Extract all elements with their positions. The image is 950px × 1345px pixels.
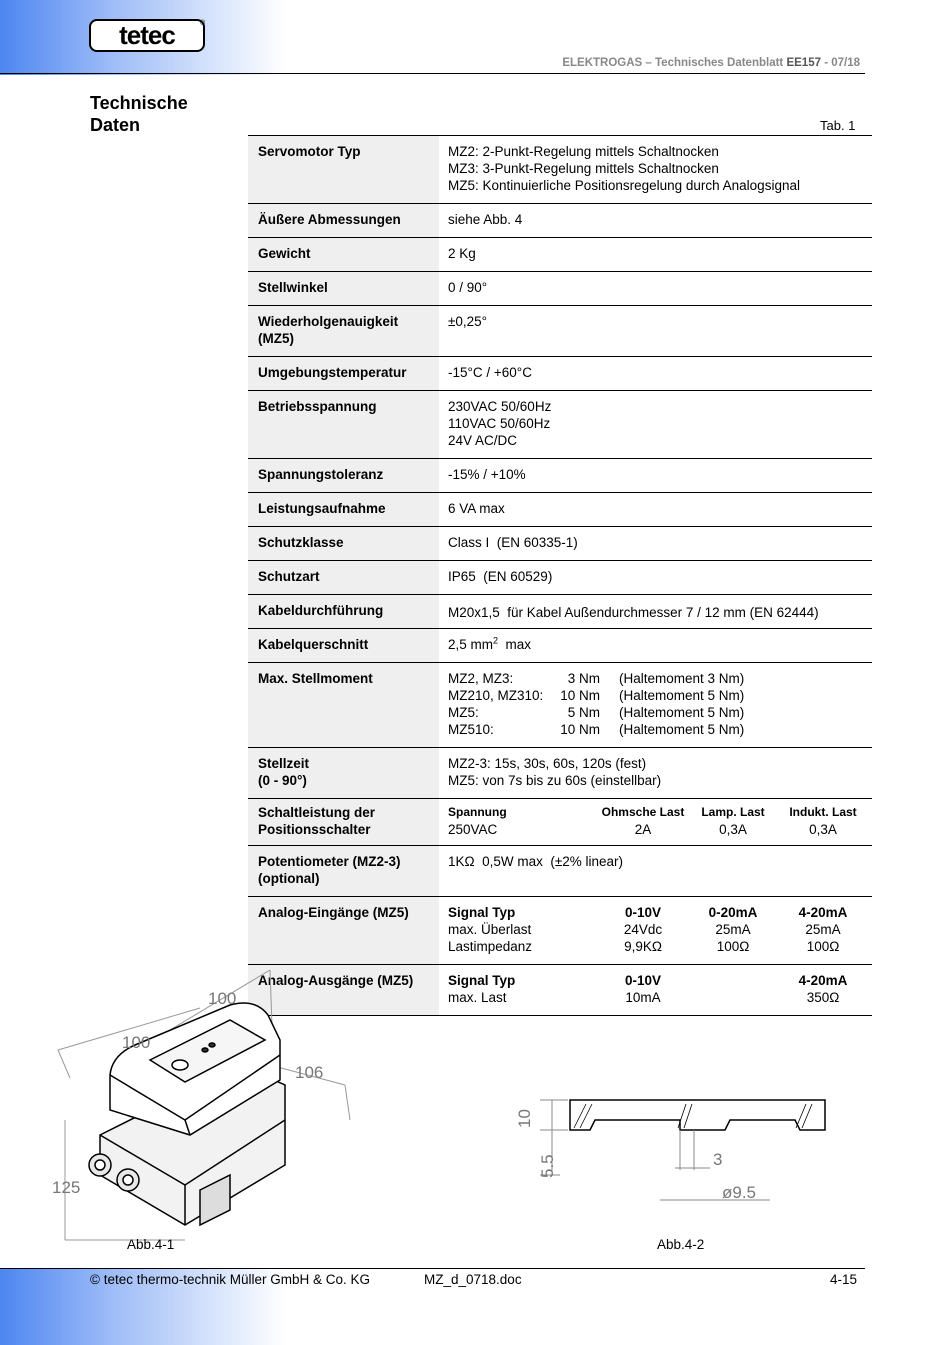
section-title: Technische Daten xyxy=(90,93,188,135)
footer-file: MZ_d_0718.doc xyxy=(424,1272,522,1287)
footer-company: © tetec thermo-technik Müller GmbH & Co. KG xyxy=(90,1272,371,1287)
row-servomotor: Servomotor Typ MZ2: 2-Punkt-Regelung mittels Schaltnocken MZ3: 3-Punkt-Regelung mittels Schaltnocken MZ5: Kontinuierliche Positionsregelung durch Analogsignal xyxy=(248,136,872,204)
row-stellmoment: Max. Stellmoment MZ2, MZ3: 3 Nm (Haltemoment 3 Nm) MZ210, MZ310: 10 Nm (Haltemoment 5 Nm) MZ5: 5 Nm (Haltemoment 5 Nm) MZ510: 10 Nm (Haltemoment 5 Nm) xyxy=(248,663,872,748)
tetec-logo: tetec xyxy=(89,19,205,52)
row-kabelquerschnitt: Kabelquerschnitt 2,5 $mm^2$ max xyxy=(248,629,872,663)
header-rule xyxy=(0,73,865,74)
svg-text:3: 3 xyxy=(713,1150,723,1169)
svg-text:100: 100 xyxy=(208,989,237,1008)
row-umgebungstemperatur: Umgebungstemperatur -15°C / +60°C xyxy=(248,357,872,391)
row-spannungstoleranz: Spannungstoleranz -15% / +10% xyxy=(248,459,872,493)
technical-data-table xyxy=(248,135,872,1016)
row-schutzart: Schutzart IP65 (EN 60529) xyxy=(248,561,872,595)
row-analog-ausgaenge: Analog-Ausgänge (MZ5) Signal Typ 0-10V 4-20mA max. Last 10mA 350Ω xyxy=(248,965,872,1016)
figure-caption-4-1: Abb.4-1 xyxy=(127,1237,175,1252)
svg-text:5.5: 5.5 xyxy=(538,1154,557,1178)
row-potentiometer: Potentiometer (MZ2-3) (optional) 1KΩ 0,5W max (±2% linear) xyxy=(248,846,872,897)
row-kabeldurchfuehrung: Kabeldurchführung M20x1,5 für Kabel Außendurchmesser 7 / 12 mm (EN 62444) xyxy=(248,595,872,629)
footer-rule xyxy=(0,1268,865,1269)
row-stellwinkel: Stellwinkel 0 / 90° xyxy=(248,272,872,306)
svg-text:ø9.5: ø9.5 xyxy=(722,1183,757,1202)
svg-text:100: 100 xyxy=(122,1033,151,1052)
row-leistungsaufnahme: Leistungsaufnahme 6 VA max xyxy=(248,493,872,527)
table-label: Tab. 1 xyxy=(820,118,856,133)
row-stellzeit: Stellzeit (0 - 90°) MZ2-3: 15s, 30s, 60s, 120s (fest) MZ5: von 7s bis zu 60s (einstellbar) xyxy=(248,748,872,799)
logo-registered-mark: ® xyxy=(200,20,206,27)
flange-section-drawing xyxy=(500,1090,840,1215)
row-betriebsspannung: Betriebsspannung 230VAC 50/60Hz 110VAC 50/60Hz 24V AC/DC xyxy=(248,391,872,459)
figure-caption-4-2: Abb.4-2 xyxy=(657,1237,705,1252)
servomotor-drawing xyxy=(40,960,370,1250)
row-abmessungen: Äußere Abmessungen siehe Abb. 4 xyxy=(248,204,872,238)
row-analog-eingaenge: Analog-Eingänge (MZ5) Signal Typ 0-10V 0-20mA 4-20mA max. Überlast 24Vdc 25mA 25mA Lastimpedanz 9,9KΩ 100Ω 100Ω xyxy=(248,897,872,965)
footer-page-number: 4-15 xyxy=(830,1272,858,1287)
row-gewicht: Gewicht 2 Kg xyxy=(248,238,872,272)
svg-text:125: 125 xyxy=(52,1178,81,1197)
row-wiederholgenauigkeit: Wiederholgenauigkeit (MZ5) ±0,25° xyxy=(248,306,872,357)
svg-text:106: 106 xyxy=(295,1063,324,1082)
row-schaltleistung: Schaltleistung der Positionsschalter Spannung Ohmsche Last Lamp. Last Indukt. Last 250VAC 2A 0,3A 0,3A xyxy=(248,799,872,846)
row-schutzklasse: Schutzklasse Class I (EN 60335-1) xyxy=(248,527,872,561)
svg-text:10: 10 xyxy=(515,1109,534,1128)
document-header-title: ELEKTROGAS – Technisches Datenblatt EE157 - 07/18 xyxy=(562,57,860,69)
